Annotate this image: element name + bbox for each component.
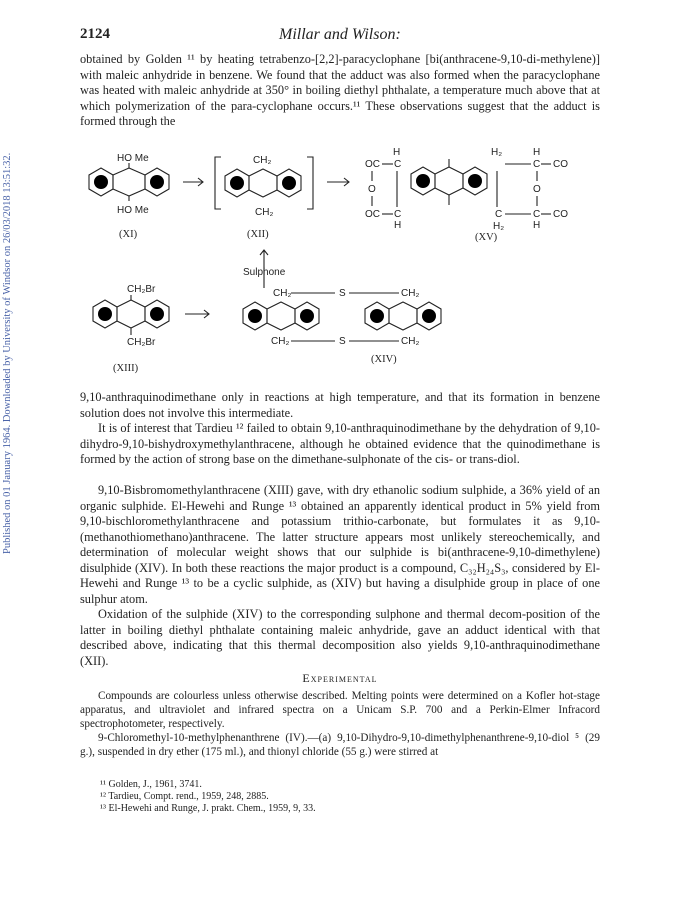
co-top: CO <box>553 159 568 170</box>
s-top: S <box>339 288 346 299</box>
ho-me-bottom: HO Me <box>117 205 149 216</box>
oc-bottom: OC <box>365 209 380 220</box>
c-bottom-mid: C <box>495 209 503 220</box>
footnote-12: ¹² Tardieu, Compt. rend., 1959, 248, 2885. <box>100 791 269 802</box>
h2-bottom: H₂ <box>493 221 505 232</box>
structure-xi <box>89 153 169 240</box>
ch2-bottom-xii: CH₂ <box>255 207 274 218</box>
label-xi: (XI) <box>119 229 138 240</box>
download-margin-note: Published on 01 January 1964. Downloaded by University of Windsor on 26/03/2018 13:51:32. <box>2 152 13 554</box>
paragraph-golden: obtained by Golden ¹¹ by heating tetrabenzo-[2,2]-paracyclophane [bi(anthracene-9,10-di-methylene)] with maleic anhydride in benzene. We found that the adduct was also formed when the paracyclophane was heated with maleic anhydride at 350° in boiling diethyl phthalate, a temperature much above that at which polymerization of the para-cyclophane occurs.¹¹ These observations suggest that the adduct is formed through the <box>80 52 600 128</box>
structure-xiv <box>243 288 441 365</box>
paragraph-bisbromomethyl: 9,10-Bisbromomethylanthracene (XIII) gave, with dry ethanolic sodium sulphide, a 36% yield of an organic sulphide. El-Hewehi and Runge ¹³ obtained an apparently identical product in 5% yield from 9,10-bischloromethylanthracene and potassium trithio-carbonate, but formulates it as 9,10-(methanothiomethano)anthracene. The latter structure appears most unlikely stereochemically, and determination of molecular weight shows that our sulphide is bi(anthracene-9,10-dimethylene) disulphide (XIV). In both these reactions the major product is a compound, C₃₂H₂₄S₃, considered by El-Hewehi and Runge ¹³ to be a cyclic sulphide, as (XIV) but having a disulphide group in place of one sulphur atom. <box>80 483 600 606</box>
ch2-xiv-top-right: CH₂ <box>401 288 420 299</box>
ch2-top-xii: CH₂ <box>253 155 272 166</box>
ch2-xiv-bottom-right: CH₂ <box>401 336 420 347</box>
label-xv: (XV) <box>475 232 498 243</box>
label-xiv: (XIV) <box>371 354 397 365</box>
sulphone-label: Sulphone <box>243 267 286 278</box>
structure-xii <box>215 155 313 240</box>
footnote-13: ¹³ El-Hewehi and Runge, J. prakt. Chem., 1959, 9, 33. <box>100 803 316 814</box>
h-bottom-left: H <box>394 220 402 231</box>
ho-me-top: HO Me <box>117 153 149 164</box>
c-bottom-left: C <box>394 209 402 220</box>
ch2br-bottom: CH₂Br <box>127 337 156 348</box>
footnote-11: ¹¹ Golden, J., 1961, 3741. <box>100 779 202 790</box>
oc-top: OC <box>365 159 380 170</box>
ch2br-top: CH₂Br <box>127 284 156 295</box>
c-top-left: C <box>394 159 402 170</box>
paragraph-general-methods: Compounds are colourless unless otherwise described. Melting points were determined on a Kofler hot-stage apparatus, and ultraviolet and infrared spectra on a Unicam S.P. 700 and a Perkin-Elmer Infracord spectrophotometer, respectively. <box>80 690 600 730</box>
c-top-right: C <box>533 159 541 170</box>
s-bottom: S <box>339 336 346 347</box>
h-bottom-right: H <box>533 220 541 231</box>
structure-xiii <box>93 284 169 374</box>
paragraph-tardieu: It is of interest that Tardieu ¹² failed to obtain 9,10-anthraquinodimethane by the dehydration of 9,10-dihydro-9,10-bishydroxymethylanthracene, although he obtained evidence that the quinodimethane is formed by the action of strong base on the dimethane-sulphonate of the cis- or trans-diol. <box>80 421 600 466</box>
c-bottom-right: C <box>533 209 541 220</box>
reaction-scheme-svg <box>75 143 600 383</box>
ch2-xiv-bottom-left: CH₂ <box>271 336 290 347</box>
co-bottom: CO <box>553 209 568 220</box>
experimental-heading: Experimental <box>302 671 378 685</box>
h-top-left: H <box>393 147 401 158</box>
ch2-xiv-top-left: CH₂ <box>273 288 292 299</box>
o-right: O <box>533 184 541 195</box>
running-title: Millar and Wilson: <box>279 26 401 43</box>
paragraph-oxidation: Oxidation of the sulphide (XIV) to the corresponding sulphone and thermal decom-position of the latter in boiling diethyl phthalate containing maleic anhydride, gave an adduct identical with that described above, indicating that this thermal decomposition also yields 9,10-anthraquinodimethane (XII). <box>80 607 600 668</box>
h2-top: H₂ <box>491 147 503 158</box>
page-number: 2124 <box>80 26 110 42</box>
label-xii: (XII) <box>247 229 269 240</box>
h-top-right: H <box>533 147 541 158</box>
o-left: O <box>368 184 376 195</box>
structure-xv <box>365 147 568 243</box>
reaction-scheme <box>75 143 600 383</box>
label-xiii: (XIII) <box>113 363 139 374</box>
paragraph-chloromethyl: 9-Chloromethyl-10-methylphenanthrene (IV).—(a) 9,10-Dihydro-9,10-dimethylphenanthrene-9,10-diol ⁵ (29 g.), suspended in dry ether (175 ml.), and thionyl chloride (55 g.) were stirred at <box>80 732 600 758</box>
paragraph-quinodimethane: 9,10-anthraquinodimethane only in reactions at high temperature, and that its formation in benzene solution does not involve this intermediate. <box>80 390 600 420</box>
